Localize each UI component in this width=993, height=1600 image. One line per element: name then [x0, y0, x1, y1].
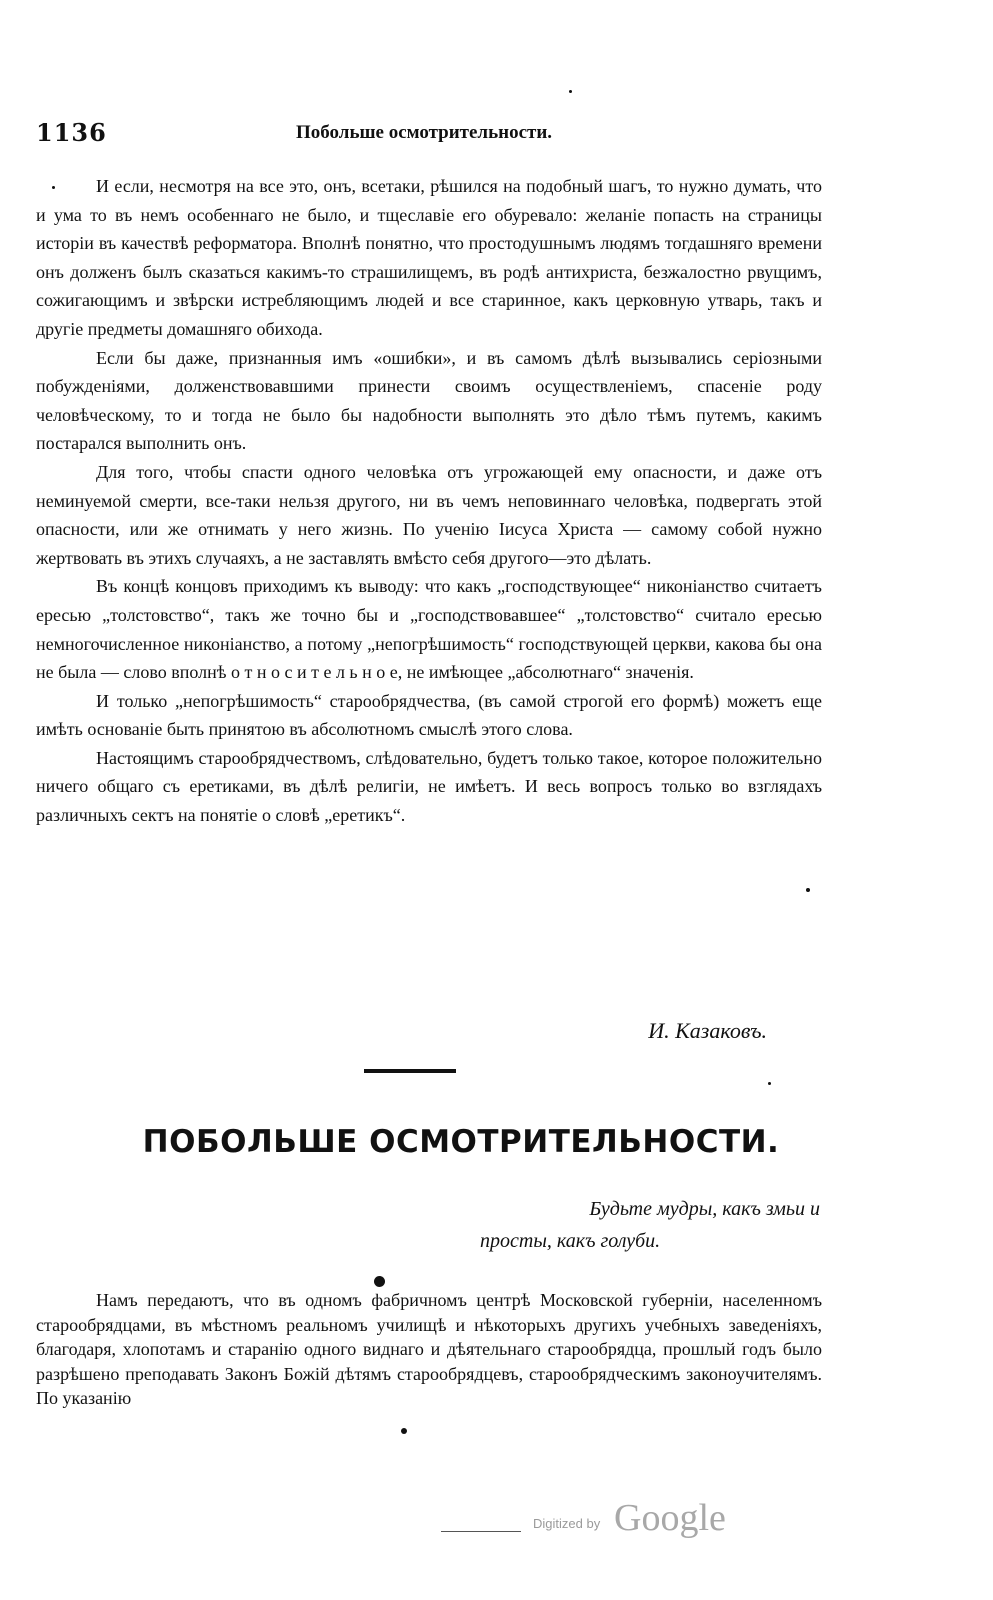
author-signature: И. Казаковъ. — [648, 1018, 767, 1043]
section-divider — [364, 1069, 456, 1073]
digitized-label: Digitized by — [533, 1516, 601, 1531]
epigraph — [440, 1193, 820, 1257]
running-head — [36, 118, 856, 148]
paragraph: Намъ передаютъ, что въ одномъ фабричномъ центрѣ Московской губерніи, населенномъ старообрядцами, въ мѣстномъ реальномъ училищѣ и нѣкоторыхъ другихъ учебныхъ заведеніяхъ, благодаря, хлопотамъ и старанію одного виднаго и дѣятельнаго старообрядца, прошлый годъ было разрѣшено преподавать Законъ Божій дѣтямъ старообрядцевъ, старообрядческимъ законоучителямъ. По указанію — [36, 1290, 822, 1409]
running-title: Побольше осмотрительности. — [296, 122, 553, 143]
epigraph-line: просты, какъ голуби. — [480, 1230, 661, 1252]
epigraph-line: Будьте мудры, какъ змьи и — [589, 1198, 820, 1220]
paragraph: И только „непогрѣшимость“ старообрядчества, (въ самой строгой его формѣ) можетъ еще имѣть основаніе быть принятою въ абсолютномъ смыслѣ этого слова. — [36, 690, 822, 740]
ink-speck — [806, 888, 810, 892]
paragraph: Настоящимъ старообрядчествомъ, слѣдовательно, будетъ только такое, которое положительно ничего общаго съ еретиками, въ дѣлѣ религіи, не имѣетъ. И весь вопросъ только во взглядахъ различныхъ сектъ на понятіе о словѣ „еретикъ“. — [36, 747, 822, 826]
ink-speck — [52, 186, 55, 189]
paragraph: И если, несмотря на все это, онъ, всетаки, рѣшился на подобный шагъ, то нужно думать, что и ума то въ немъ особеннаго не было, и тщеславіе его обуревало: желаніе попасть на страницы исторіи въ качествѣ реформатора. Вполнѣ понятно, что простодушнымъ людямъ тогдашняго времени онъ долженъ былъ сказаться какимъ-то страшилищемъ, въ родѣ антихриста, безжалостно рвущимъ, сожигающимъ и звѣрски истребляющимъ людей и все старинное, какъ церковную утварь, такъ и другіе предметы домашняго обихода. — [36, 176, 822, 339]
paragraph: Въ концѣ концовъ приходимъ къ выводу: что какъ „господствующее“ никоніанство считаетъ ересью „толстовство“, такъ же точно бы и „господствовавшее“ „толстовство“ считало ересью немногочисленное никоніанство, а потому „непогрѣшимость“ господствующей церкви, какова бы она не была — слово вполнѣ о т н о с и т е л ь н о е, не имѣющее „абсолютнаго“ значенія. — [36, 576, 822, 683]
ink-speck — [374, 1276, 385, 1287]
ink-speck — [768, 1082, 771, 1085]
page-number: 1136 — [36, 118, 107, 147]
paragraph: Если бы даже, признанныя имъ «ошибки», и въ самомъ дѣлѣ вызывались серіозными побужденіями, долженствовавшими принести своимъ осуществленіемъ, спасеніе роду человѣческому, то и тогда не было бы надобности выполнять это дѣло тѣмъ путемъ, какимъ постарался выполнить онъ. — [36, 347, 822, 454]
article-body-2 — [36, 1288, 822, 1411]
ink-speck — [569, 90, 572, 93]
ink-speck — [401, 1428, 407, 1434]
article-body — [36, 172, 822, 830]
footer-rule — [441, 1531, 521, 1532]
paragraph: Для того, чтобы спасти одного человѣка отъ угрожающей ему опасности, и даже отъ неминуемой смерти, все-таки нельзя другого, ни въ чемъ неповиннаго человѣка, подвергать этой опасности, или же отнимать у него жизнь. По ученію Іисуса Христа — самому собой нужно жертвовать въ этихъ случаяхъ, а не заставлять вмѣсто себя другого—это дѣлать. — [36, 461, 822, 568]
google-logo: Google — [614, 1497, 726, 1539]
article-title: ПОБОЛЬШЕ ОСМОТРИТЕЛЬНОСТИ. — [142, 1124, 780, 1160]
